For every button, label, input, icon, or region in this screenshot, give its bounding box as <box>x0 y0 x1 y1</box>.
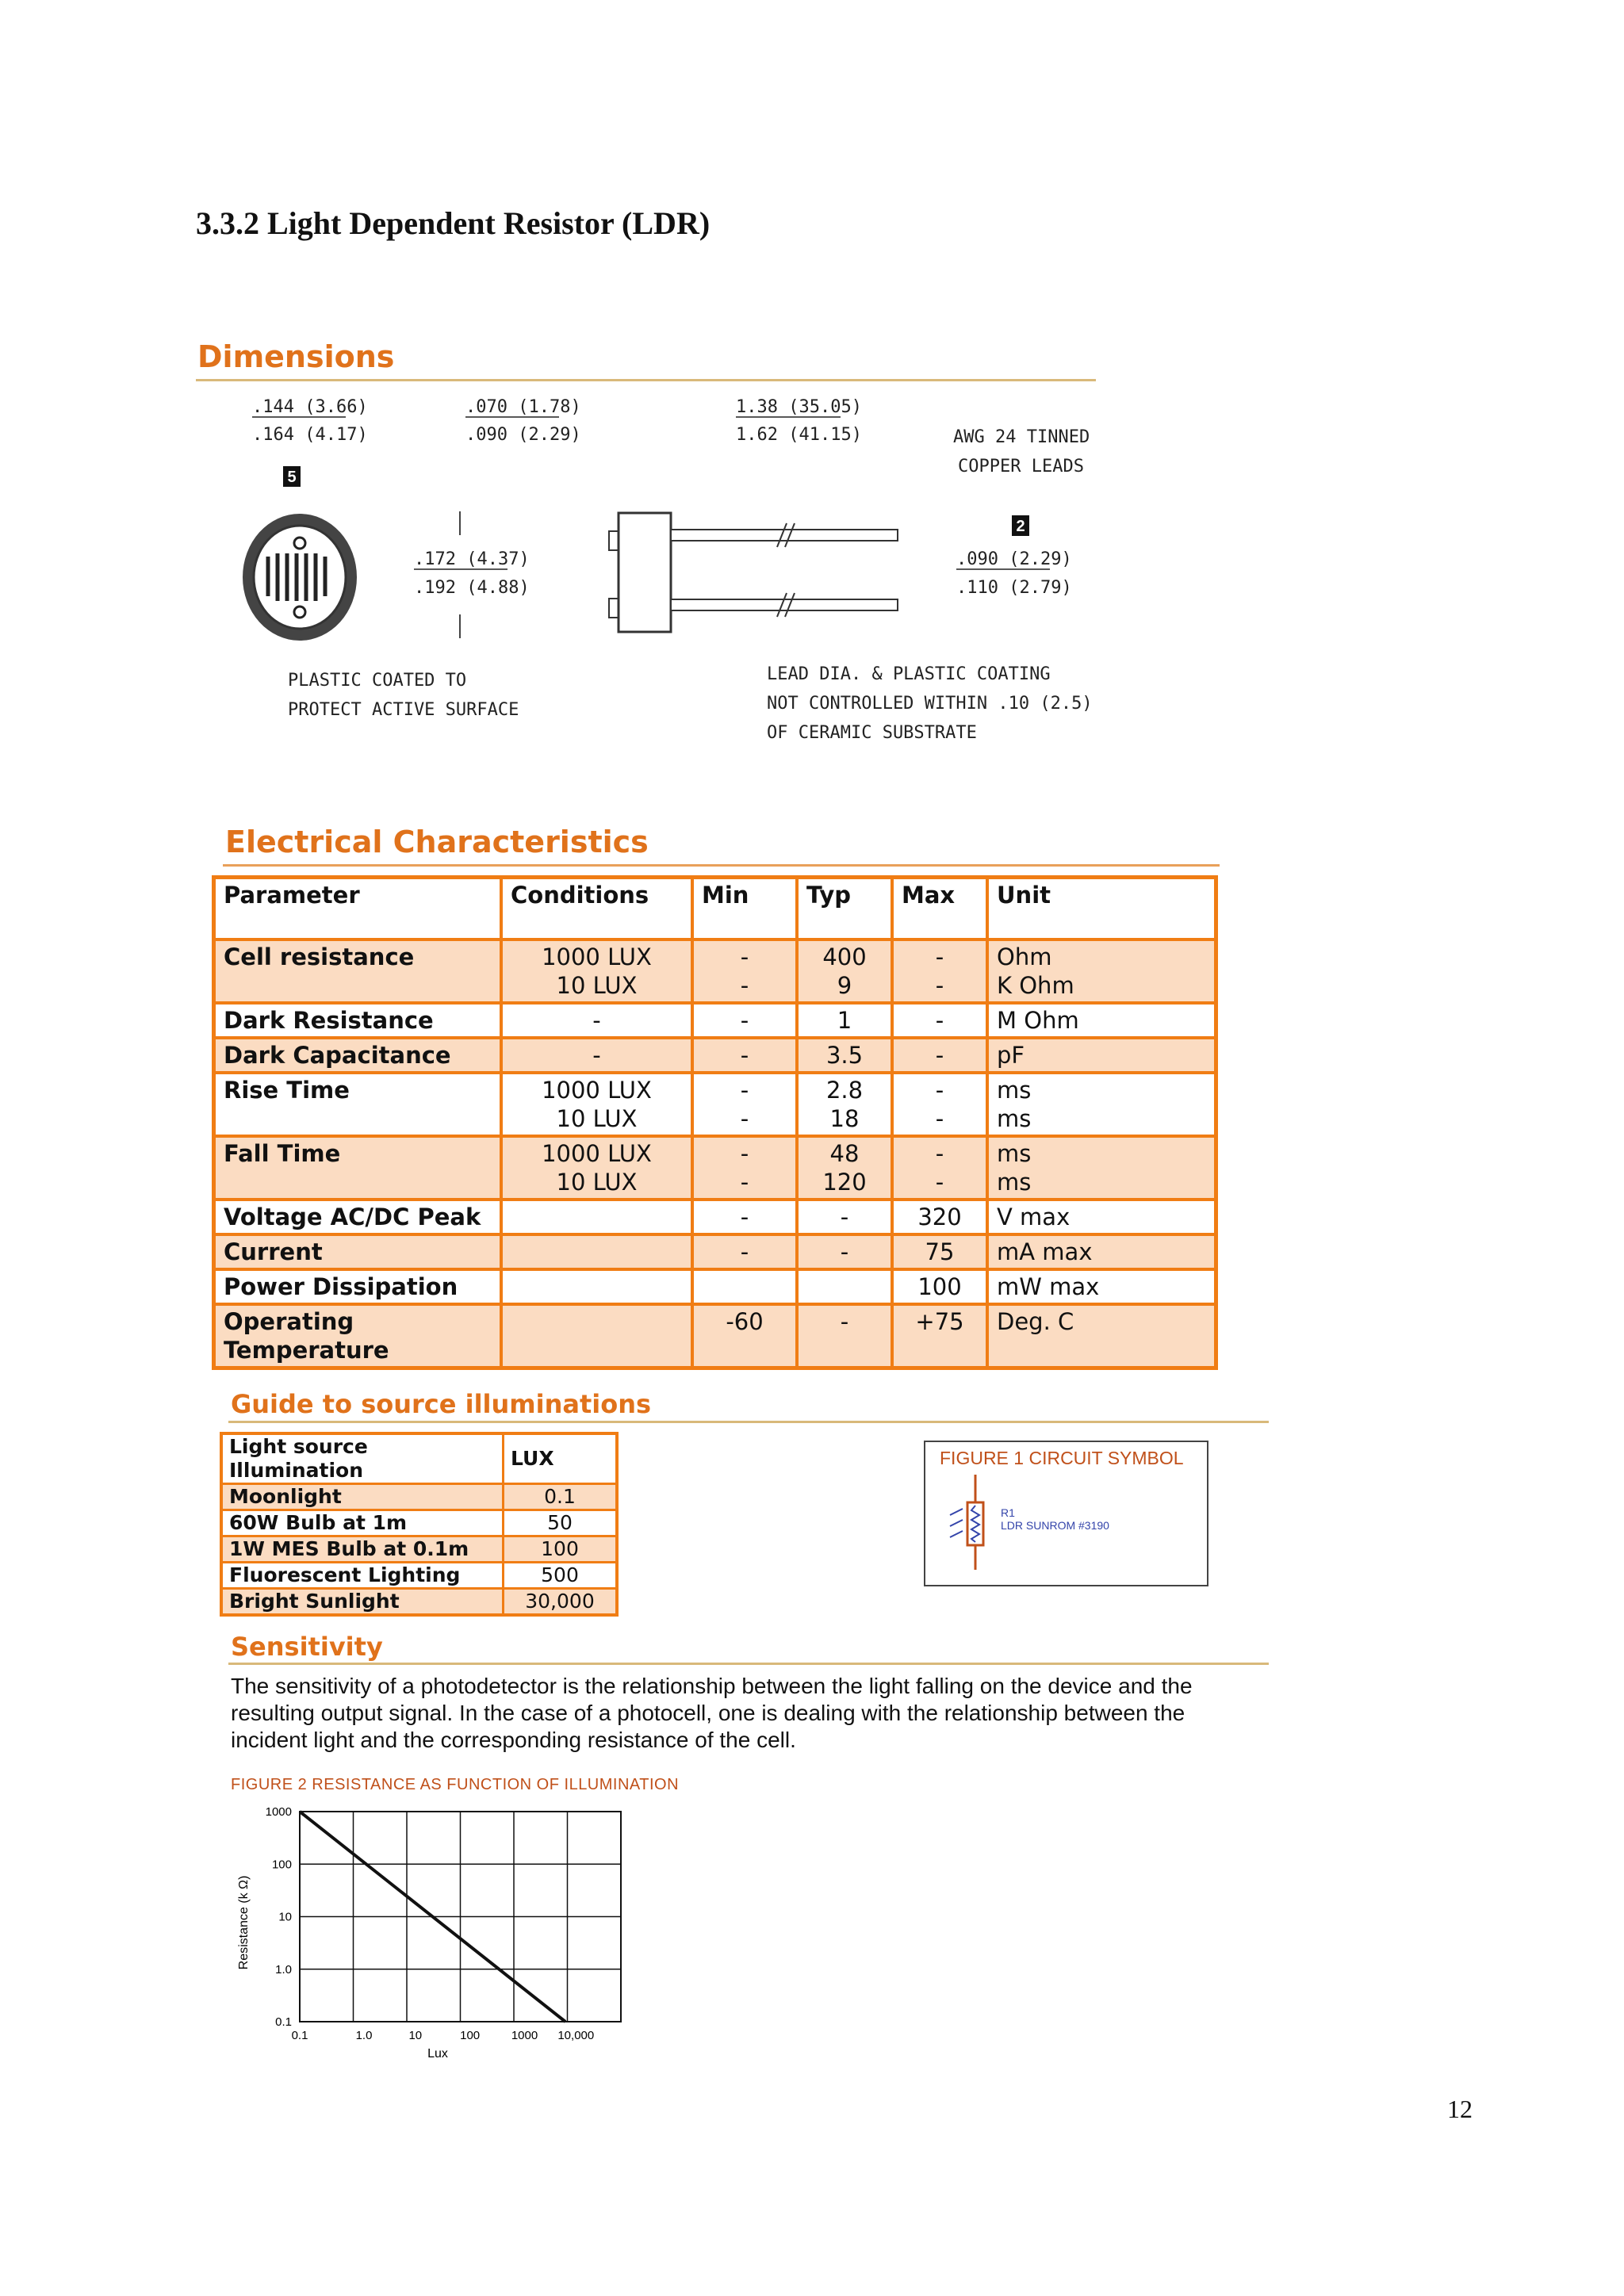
sensitivity-title: Sensitivity <box>231 1632 383 1662</box>
dim-144: .144 (3.66) <box>252 397 368 417</box>
guide-cell-lux: 100 <box>504 1536 618 1563</box>
electrical-cell-param: Cell resistance <box>214 939 502 1003</box>
electrical-cell-unit: ms ms <box>987 1073 1216 1136</box>
lead-note-2: NOT CONTROLLED WITHIN .10 (2.5) <box>767 694 1093 714</box>
electrical-row <box>214 1038 1216 1073</box>
guide-cell-name: Fluorescent Lighting <box>221 1563 504 1589</box>
electrical-row <box>214 1003 1216 1038</box>
section-heading: 3.3.2 Light Dependent Resistor (LDR) <box>196 205 710 241</box>
electrical-header-row <box>214 878 1216 940</box>
electrical-cell-min: - <box>692 1038 797 1073</box>
x-tick-label: 1000 <box>511 2029 538 2042</box>
electrical-cell-max: - - <box>892 1136 987 1200</box>
y-tick-label: 10 <box>278 1910 292 1924</box>
electrical-cell-cond <box>501 1200 692 1234</box>
guide-rule <box>228 1421 1269 1423</box>
electrical-row <box>214 1136 1216 1200</box>
figure2-caption: FIGURE 2 RESISTANCE AS FUNCTION OF ILLUMINATION <box>231 1776 680 1793</box>
dim-192: .192 (4.88) <box>414 578 530 598</box>
guide-cell-name: 1W MES Bulb at 0.1m <box>221 1536 504 1563</box>
plastic-note-2: PROTECT ACTIVE SURFACE <box>288 700 519 720</box>
electrical-cell-param: Rise Time <box>214 1073 502 1136</box>
electrical-cell-typ: 3.5 <box>797 1038 892 1073</box>
electrical-cell-cond: - <box>501 1038 692 1073</box>
electrical-cell-cond: 1000 LUX 10 LUX <box>501 1073 692 1136</box>
electrical-body <box>214 939 1216 1368</box>
chart-grid <box>300 1812 621 2022</box>
dim-172: .172 (4.37) <box>414 549 530 569</box>
dim-164: .164 (4.17) <box>252 425 368 445</box>
badge-5-text: 5 <box>287 469 297 486</box>
electrical-cell-param: Voltage AC/DC Peak <box>214 1200 502 1234</box>
electrical-cell-cond: 1000 LUX 10 LUX <box>501 939 692 1003</box>
y-tick-label: 1.0 <box>275 1962 292 1976</box>
guide-cell-lux: 0.1 <box>504 1484 618 1510</box>
electrical-cell-max: 320 <box>892 1200 987 1234</box>
electrical-cell-typ: 2.8 18 <box>797 1073 892 1136</box>
guide-cell-name: Moonlight <box>221 1484 504 1510</box>
x-tick-label: 0.1 <box>291 2029 308 2042</box>
electrical-row <box>214 939 1216 1003</box>
electrical-cell-unit: Deg. C <box>987 1304 1216 1368</box>
electrical-cell-unit: Ohm K Ohm <box>987 939 1216 1003</box>
x-tick-label: 1.0 <box>355 2029 373 2042</box>
figure1-part: LDR SUNROM #3190 <box>1001 1519 1109 1532</box>
electrical-cell-unit: pF <box>987 1038 1216 1073</box>
electrical-cell-typ <box>797 1269 892 1304</box>
electrical-cell-cond: 1000 LUX 10 LUX <box>501 1136 692 1200</box>
y-tick-label: 0.1 <box>275 2015 292 2029</box>
electrical-cell-typ: - <box>797 1304 892 1368</box>
electrical-cell-unit: mA max <box>987 1234 1216 1269</box>
badge-2-text: 2 <box>1016 518 1025 535</box>
electrical-cell-min: - <box>692 1003 797 1038</box>
guide-row <box>221 1510 617 1536</box>
guide-cell-lux: 50 <box>504 1510 618 1536</box>
electrical-row <box>214 1073 1216 1136</box>
awg-label-2: COPPER LEADS <box>958 457 1084 476</box>
ldr-circuit-symbol <box>944 1471 1189 1574</box>
header-parameter: Parameter <box>214 878 502 940</box>
guide-header-row <box>221 1433 617 1484</box>
electrical-cell-param: Operating Temperature <box>214 1304 502 1368</box>
electrical-cell-param: Fall Time <box>214 1136 502 1200</box>
electrical-cell-typ: 48 120 <box>797 1136 892 1200</box>
y-axis-label: Resistance (k Ω) <box>237 1875 251 1970</box>
y-tick-label: 1000 <box>265 1805 292 1819</box>
guide-row <box>221 1536 617 1563</box>
ldr-face-drawing <box>243 514 357 641</box>
electrical-title: Electrical Characteristics <box>225 825 649 859</box>
electrical-cell-max: - <box>892 1003 987 1038</box>
electrical-rule <box>223 864 1220 867</box>
guide-row <box>221 1484 617 1510</box>
electrical-cell-max: +75 <box>892 1304 987 1368</box>
guide-cell-lux: 500 <box>504 1563 618 1589</box>
light-arrows-icon <box>950 1509 963 1537</box>
electrical-cell-max: - <box>892 1038 987 1073</box>
dim-070: .070 (1.78) <box>465 397 581 417</box>
page-number: 12 <box>1447 2095 1473 2123</box>
dim-090: .090 (2.29) <box>465 425 581 445</box>
electrical-cell-cond <box>501 1234 692 1269</box>
header-unit: Unit <box>987 878 1216 940</box>
dimensions-title: Dimensions <box>197 339 395 374</box>
electrical-table <box>212 875 1218 1370</box>
electrical-cell-cond <box>501 1269 692 1304</box>
figure2-chart <box>230 1796 642 2073</box>
figure1-caption: FIGURE 1 CIRCUIT SYMBOL <box>940 1448 1184 1468</box>
electrical-cell-min: - <box>692 1234 797 1269</box>
x-tick-label: 10,000 <box>557 2029 595 2042</box>
x-tick-labels <box>292 2029 595 2042</box>
header-typ: Typ <box>797 878 892 940</box>
electrical-row <box>214 1234 1216 1269</box>
guide-header-lux: LUX <box>504 1433 618 1484</box>
sensitivity-paragraph: The sensitivity of a photodetector is the relationship between the light falling on the device and the resulting output signal. In the case of a photocell, one is dealing with the relationship between the incident light and the corresponding resistance of the cell. <box>231 1674 1193 1752</box>
electrical-cell-param: Power Dissipation <box>214 1269 502 1304</box>
plastic-note-1: PLASTIC COATED TO <box>288 671 467 691</box>
electrical-cell-cond <box>501 1304 692 1368</box>
electrical-cell-min: - - <box>692 939 797 1003</box>
electrical-cell-typ: 400 9 <box>797 939 892 1003</box>
dimensions-rule <box>196 379 1096 381</box>
electrical-cell-unit: M Ohm <box>987 1003 1216 1038</box>
guide-header-source: Light source Illumination <box>221 1433 504 1484</box>
guide-table <box>220 1432 619 1617</box>
header-max: Max <box>892 878 987 940</box>
guide-cell-lux: 30,000 <box>504 1589 618 1616</box>
electrical-cell-max: - - <box>892 939 987 1003</box>
electrical-cell-min: - - <box>692 1073 797 1136</box>
header-min: Min <box>692 878 797 940</box>
y-tick-label: 100 <box>271 1858 292 1872</box>
electrical-cell-max: - - <box>892 1073 987 1136</box>
x-tick-label: 10 <box>408 2029 423 2042</box>
electrical-cell-param: Dark Resistance <box>214 1003 502 1038</box>
electrical-cell-unit: mW max <box>987 1269 1216 1304</box>
dim-162: 1.62 (41.15) <box>736 425 862 445</box>
guide-title: Guide to source illuminations <box>231 1389 652 1419</box>
guide-cell-name: Bright Sunlight <box>221 1589 504 1616</box>
electrical-cell-param: Current <box>214 1234 502 1269</box>
header-conditions: Conditions <box>501 878 692 940</box>
electrical-cell-unit: ms ms <box>987 1136 1216 1200</box>
guide-row <box>221 1563 617 1589</box>
electrical-cell-max: 75 <box>892 1234 987 1269</box>
x-tick-label: 100 <box>460 2029 481 2042</box>
ldr-side-drawing <box>460 511 898 638</box>
x-axis-label: Lux <box>427 2047 448 2061</box>
electrical-cell-typ: - <box>797 1234 892 1269</box>
electrical-cell-min: - <box>692 1200 797 1234</box>
electrical-cell-cond: - <box>501 1003 692 1038</box>
electrical-cell-typ: 1 <box>797 1003 892 1038</box>
guide-cell-name: 60W Bulb at 1m <box>221 1510 504 1536</box>
electrical-cell-unit: V max <box>987 1200 1216 1234</box>
dimensions-drawing <box>198 388 1102 753</box>
dim-138: 1.38 (35.05) <box>736 397 862 417</box>
figure1-ref: R1 <box>1001 1506 1015 1519</box>
lead-note-1: LEAD DIA. & PLASTIC COATING <box>767 664 1051 684</box>
electrical-cell-min: - - <box>692 1136 797 1200</box>
electrical-cell-min <box>692 1269 797 1304</box>
electrical-cell-min: -60 <box>692 1304 797 1368</box>
electrical-row <box>214 1269 1216 1304</box>
sensitivity-rule <box>228 1663 1269 1665</box>
electrical-row <box>214 1304 1216 1368</box>
awg-label-1: AWG 24 TINNED <box>953 427 1090 447</box>
electrical-row <box>214 1200 1216 1234</box>
dim-lead-110: .110 (2.79) <box>956 578 1072 598</box>
electrical-cell-param: Dark Capacitance <box>214 1038 502 1073</box>
electrical-cell-max: 100 <box>892 1269 987 1304</box>
electrical-cell-typ: - <box>797 1200 892 1234</box>
dim-lead-090: .090 (2.29) <box>956 549 1072 569</box>
lead-note-3: OF CERAMIC SUBSTRATE <box>767 723 977 743</box>
y-tick-labels <box>266 1805 292 2029</box>
guide-row <box>221 1589 617 1616</box>
